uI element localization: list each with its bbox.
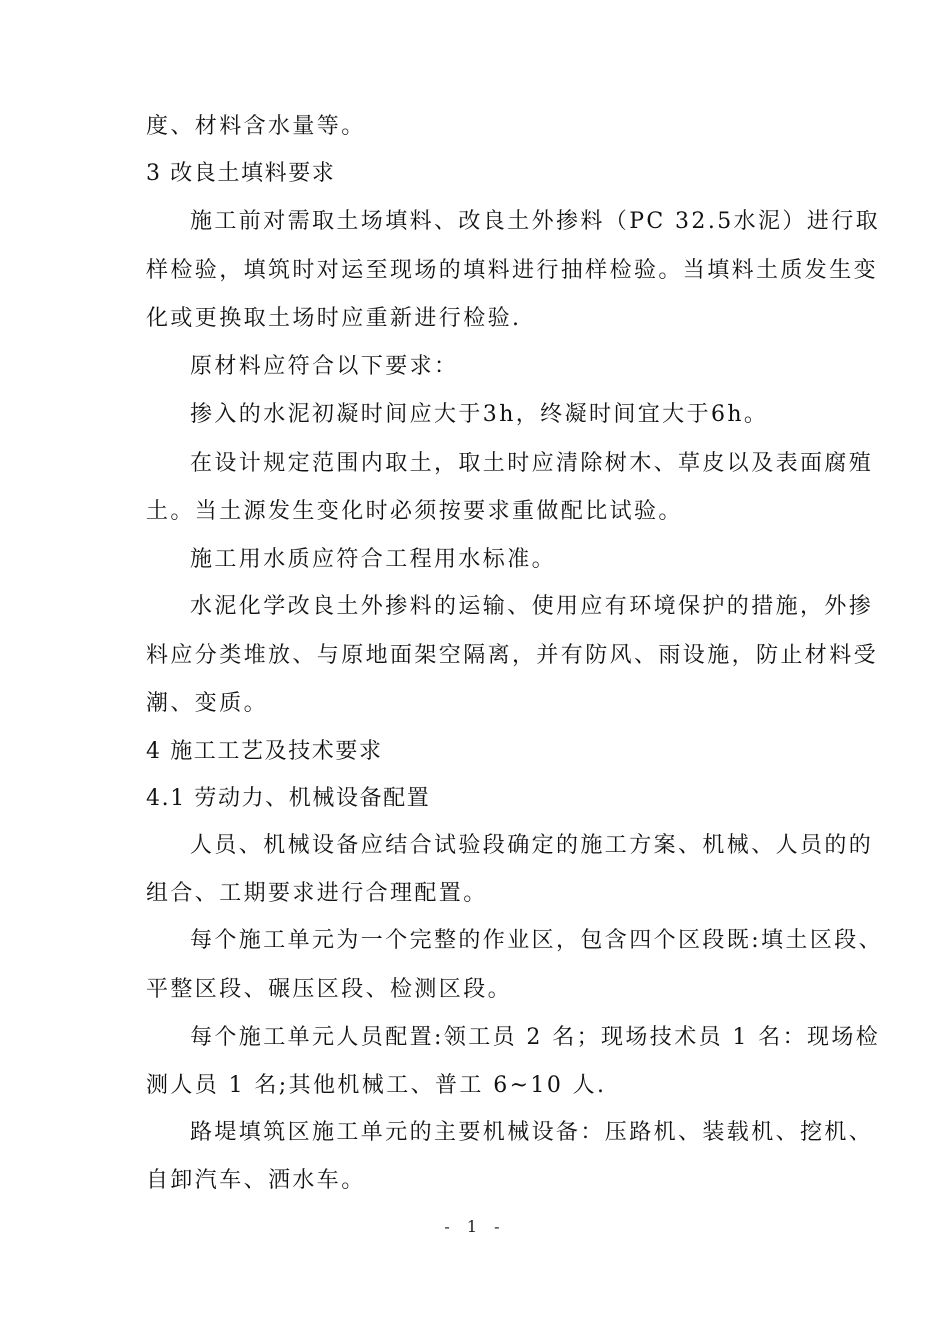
subsection-heading: 4.1 劳动力、机械设备配置 — [146, 786, 431, 811]
paragraph-line: 每个施工单元为一个完整的作业区，包含四个区段既:填土区段、 — [190, 928, 884, 953]
page-number: - 1 - — [444, 1217, 506, 1236]
paragraph-line: 平整区段、碾压区段、检测区段。 — [146, 977, 513, 1002]
paragraph-line: 每个施工单元人员配置:领工员 2 名；现场技术员 1 名：现场检 — [190, 1025, 881, 1050]
paragraph-line: 度、材料含水量等。 — [146, 114, 366, 139]
paragraph-line: 样检验，填筑时对运至现场的填料进行抽样检验。当填料土质发生变 — [146, 258, 879, 283]
paragraph-line: 自卸汽车、洒水车。 — [146, 1168, 366, 1193]
paragraph-line: 料应分类堆放、与原地面架空隔离，并有防风、雨设施，防止材料受 — [146, 643, 879, 668]
paragraph-line: 人员、机械设备应结合试验段确定的施工方案、机械、人员的的 — [190, 833, 874, 858]
paragraph-line: 水泥化学改良土外掺料的运输、使用应有环境保护的措施，外掺 — [190, 594, 874, 619]
paragraph-line: 土。当土源发生变化时必须按要求重做配比试验。 — [146, 499, 683, 524]
paragraph-line: 路堤填筑区施工单元的主要机械设备：压路机、装载机、挖机、 — [190, 1120, 874, 1145]
section-heading: 3 改良土填料要求 — [146, 161, 336, 186]
paragraph-line: 测人员 1 名;其他机械工、普工 6~10 人. — [146, 1073, 607, 1098]
paragraph-line: 原材料应符合以下要求： — [190, 354, 459, 379]
paragraph-line: 组合、工期要求进行合理配置。 — [146, 881, 488, 906]
paragraph-line: 潮、变质。 — [146, 691, 269, 716]
paragraph-line: 掺入的水泥初凝时间应大于3h，终凝时间宜大于6h。 — [190, 402, 769, 427]
paragraph-line: 施工用水质应符合工程用水标准。 — [190, 547, 557, 572]
paragraph-line: 施工前对需取土场填料、改良土外掺料（PC 32.5水泥）进行取 — [190, 209, 881, 234]
paragraph-line: 在设计规定范围内取土，取土时应清除树木、草皮以及表面腐殖 — [190, 451, 874, 476]
section-heading: 4 施工工艺及技术要求 — [146, 739, 383, 764]
paragraph-line: 化或更换取土场时应重新进行检验. — [146, 306, 522, 331]
